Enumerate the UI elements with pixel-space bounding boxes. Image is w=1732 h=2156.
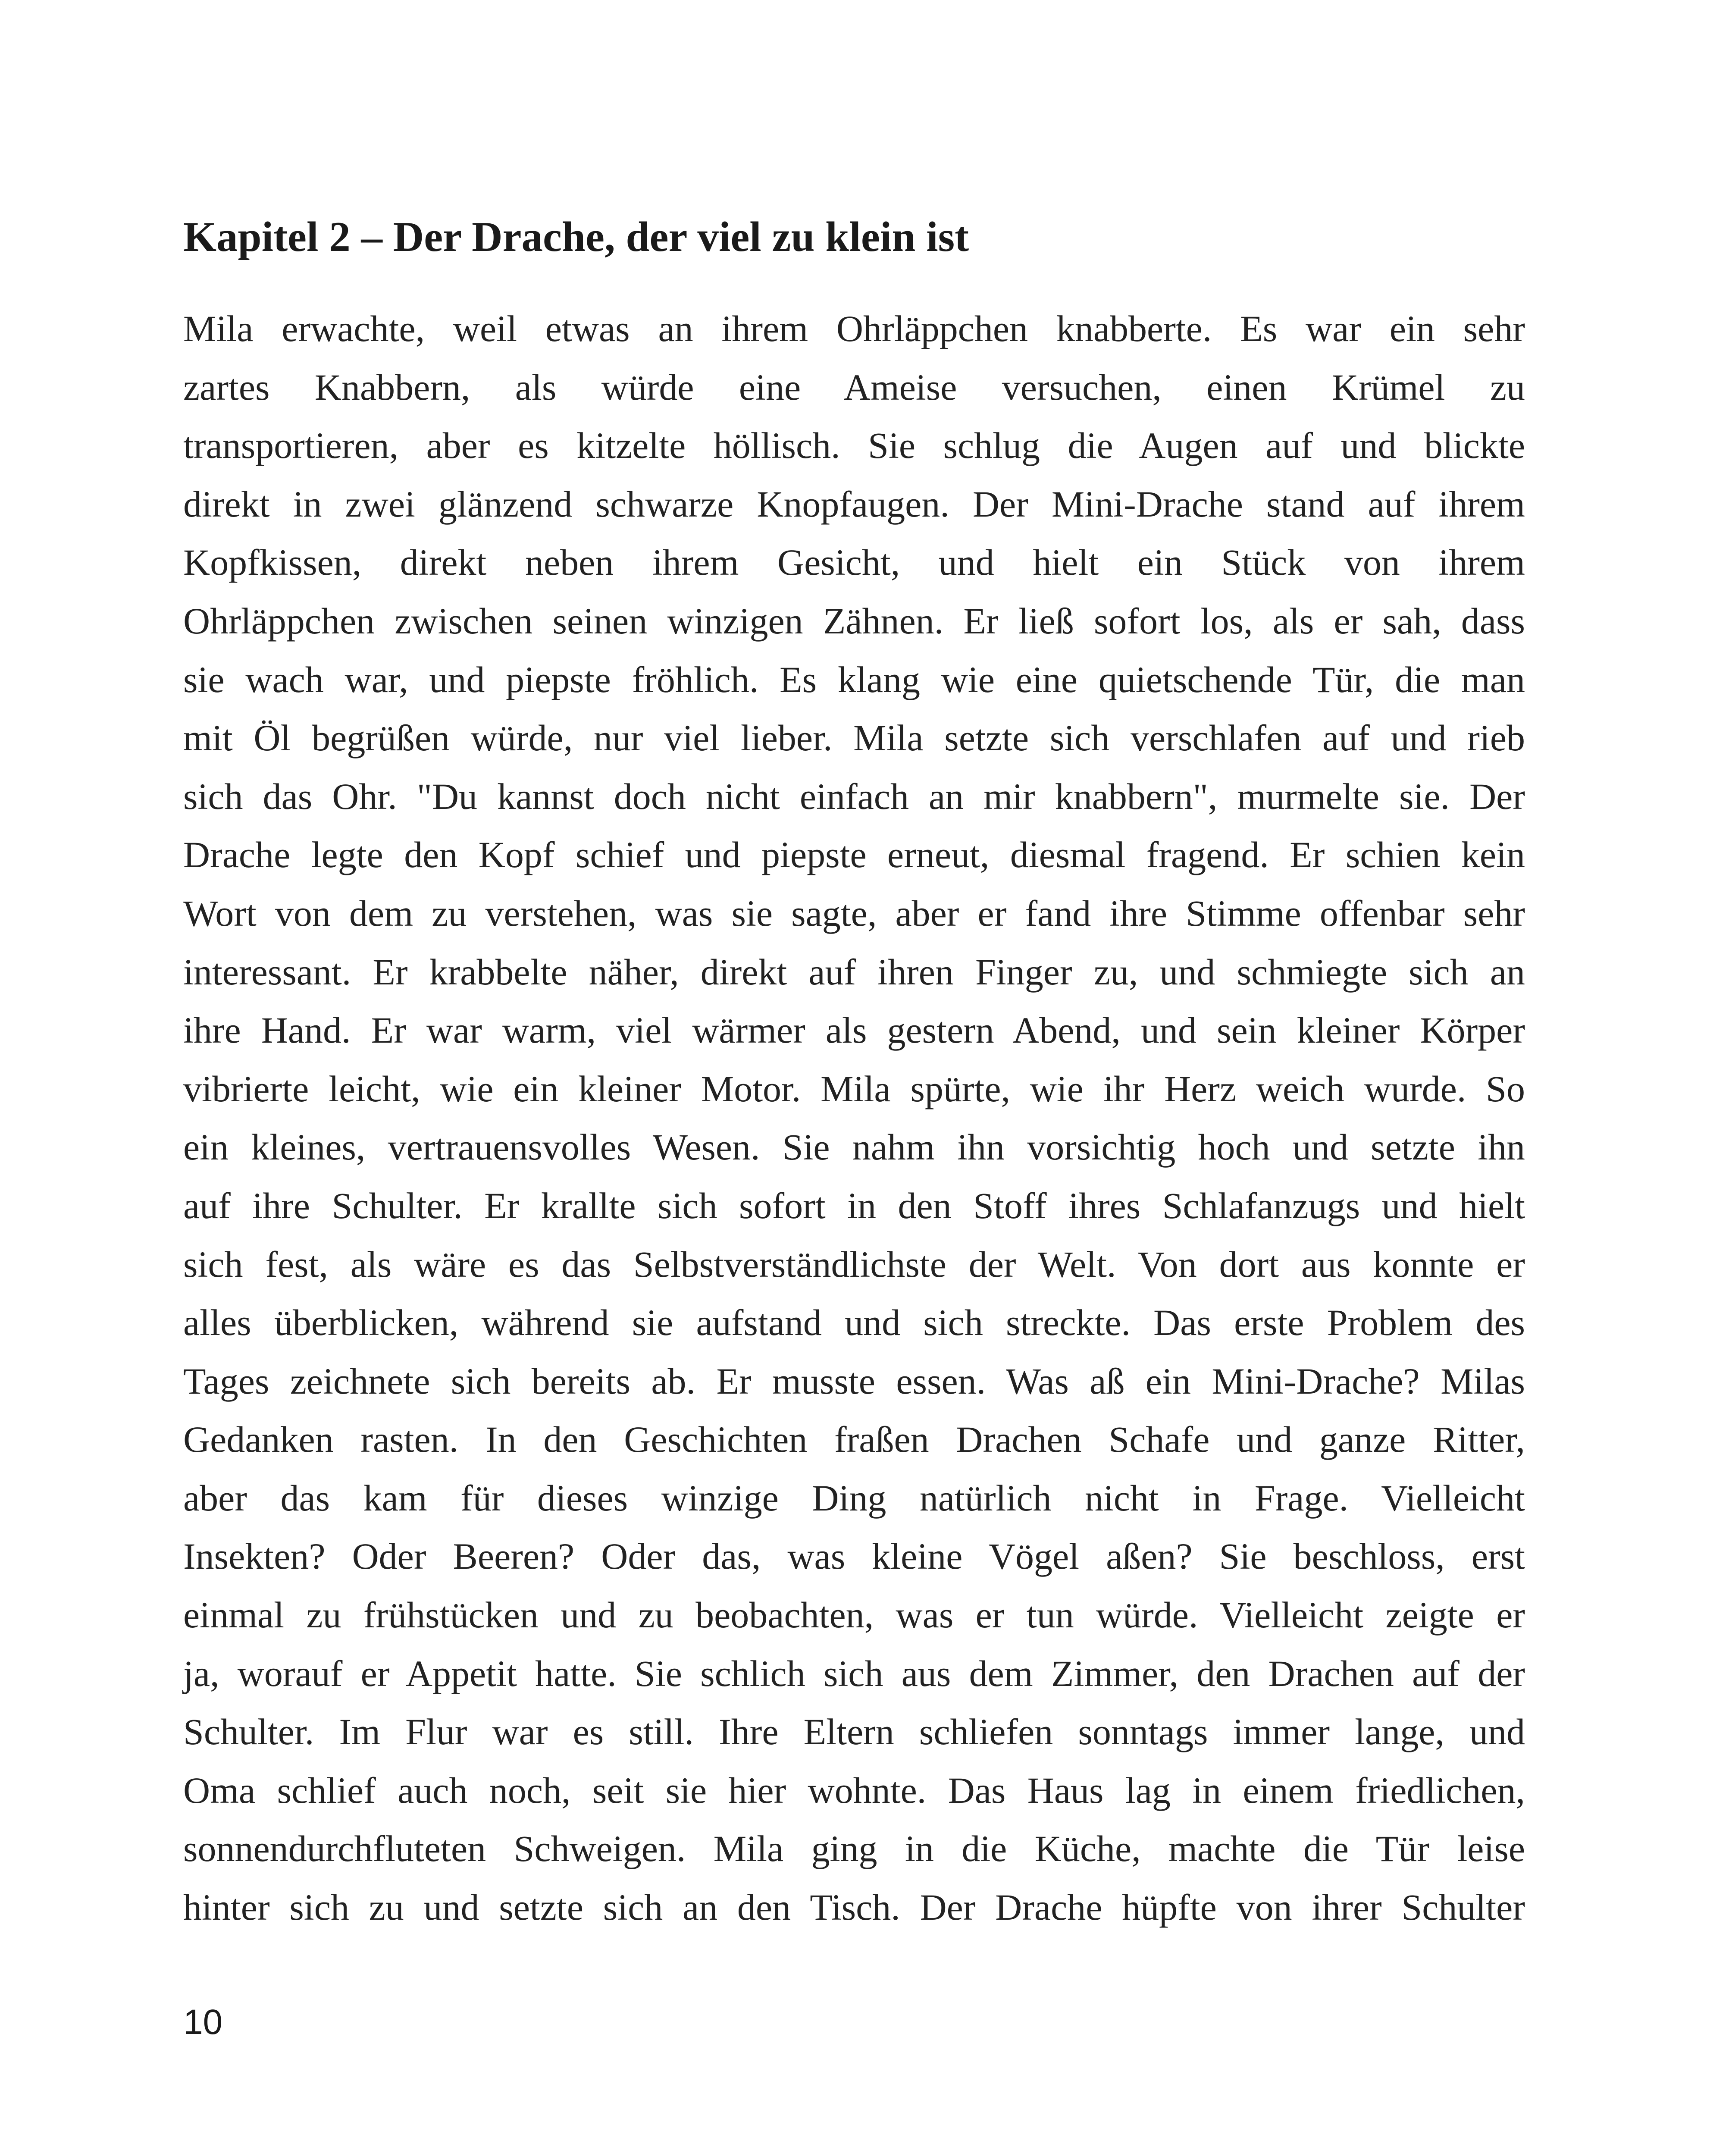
text-line: Oma schlief auch noch, seit sie hier wohnte. Das Haus lag in einem friedlichen, — [183, 1769, 1525, 1811]
text-line: aber das kam für dieses winzige Ding natürlich nicht in Frage. Vielleicht — [183, 1477, 1525, 1519]
text-line: interessant. Er krabbelte näher, direkt auf ihren Finger zu, und schmiegte sich an — [183, 951, 1525, 993]
text-line: alles überblicken, während sie aufstand und sich streckte. Das erste Problem des — [183, 1302, 1525, 1344]
text-line: ein kleines, vertrauensvolles Wesen. Sie nahm ihn vorsichtig hoch und setzte ihn — [183, 1126, 1525, 1168]
text-line: Schulter. Im Flur war es still. Ihre Eltern schliefen sonntags immer lange, und — [183, 1711, 1525, 1753]
text-line: sie wach war, und piepste fröhlich. Es klang wie eine quietschende Tür, die man — [183, 658, 1525, 700]
text-line: Drache legte den Kopf schief und piepste erneut, diesmal fragend. Er schien kein — [183, 834, 1525, 876]
text-line: einmal zu frühstücken und zu beobachten, was er tun würde. Vielleicht zeigte er — [183, 1594, 1525, 1636]
page-number: 10 — [183, 2002, 223, 2042]
text-line: sich das Ohr. "Du kannst doch nicht einfach an mir knabbern", murmelte sie. Der — [183, 775, 1525, 817]
text-line: Insekten? Oder Beeren? Oder das, was kleine Vögel aßen? Sie beschloss, erst — [183, 1536, 1525, 1577]
text-line: hinter sich zu und setzte sich an den Tisch. Der Drache hüpfte von ihrer Schulter — [183, 1887, 1525, 1928]
chapter-title: Kapitel 2 – Der Drache, der viel zu klein ist — [183, 213, 969, 260]
text-line: zartes Knabbern, als würde eine Ameise versuchen, einen Krümel zu — [183, 366, 1525, 408]
text-line: Gedanken rasten. In den Geschichten fraßen Drachen Schafe und ganze Ritter, — [183, 1419, 1525, 1460]
text-line: Kopfkissen, direkt neben ihrem Gesicht, und hielt ein Stück von ihrem — [183, 542, 1525, 583]
body-paragraph — [183, 300, 1525, 1937]
text-line: Tages zeichnete sich bereits ab. Er musste essen. Was aß ein Mini-Drache? Milas — [183, 1360, 1525, 1402]
text-line: transportieren, aber es kitzelte höllisch. Sie schlug die Augen auf und blickte — [183, 425, 1525, 467]
text-line: ihre Hand. Er war warm, viel wärmer als gestern Abend, und sein kleiner Körper — [183, 1009, 1525, 1051]
text-line: Mila erwachte, weil etwas an ihrem Ohrläppchen knabberte. Es war ein sehr — [183, 308, 1525, 349]
text-line: ja, worauf er Appetit hatte. Sie schlich sich aus dem Zimmer, den Drachen auf der — [183, 1652, 1525, 1694]
text-line: sonnendurchfluteten Schweigen. Mila ging in die Küche, machte die Tür leise — [183, 1828, 1525, 1870]
text-line: mit Öl begrüßen würde, nur viel lieber. Mila setzte sich verschlafen auf und rieb — [183, 717, 1525, 759]
text-line: vibrierte leicht, wie ein kleiner Motor. Mila spürte, wie ihr Herz weich wurde. So — [183, 1068, 1525, 1109]
text-line: sich fest, als wäre es das Selbstverständlichste der Welt. Von dort aus konnte er — [183, 1243, 1525, 1285]
text-line: direkt in zwei glänzend schwarze Knopfaugen. Der Mini-Drache stand auf ihrem — [183, 483, 1525, 525]
text-line: Ohrläppchen zwischen seinen winzigen Zähnen. Er ließ sofort los, als er sah, dass — [183, 600, 1525, 642]
text-line: Wort von dem zu verstehen, was sie sagte, aber er fand ihre Stimme offenbar sehr — [183, 892, 1525, 934]
text-line: auf ihre Schulter. Er krallte sich sofort in den Stoff ihres Schlafanzugs und hielt — [183, 1185, 1525, 1226]
